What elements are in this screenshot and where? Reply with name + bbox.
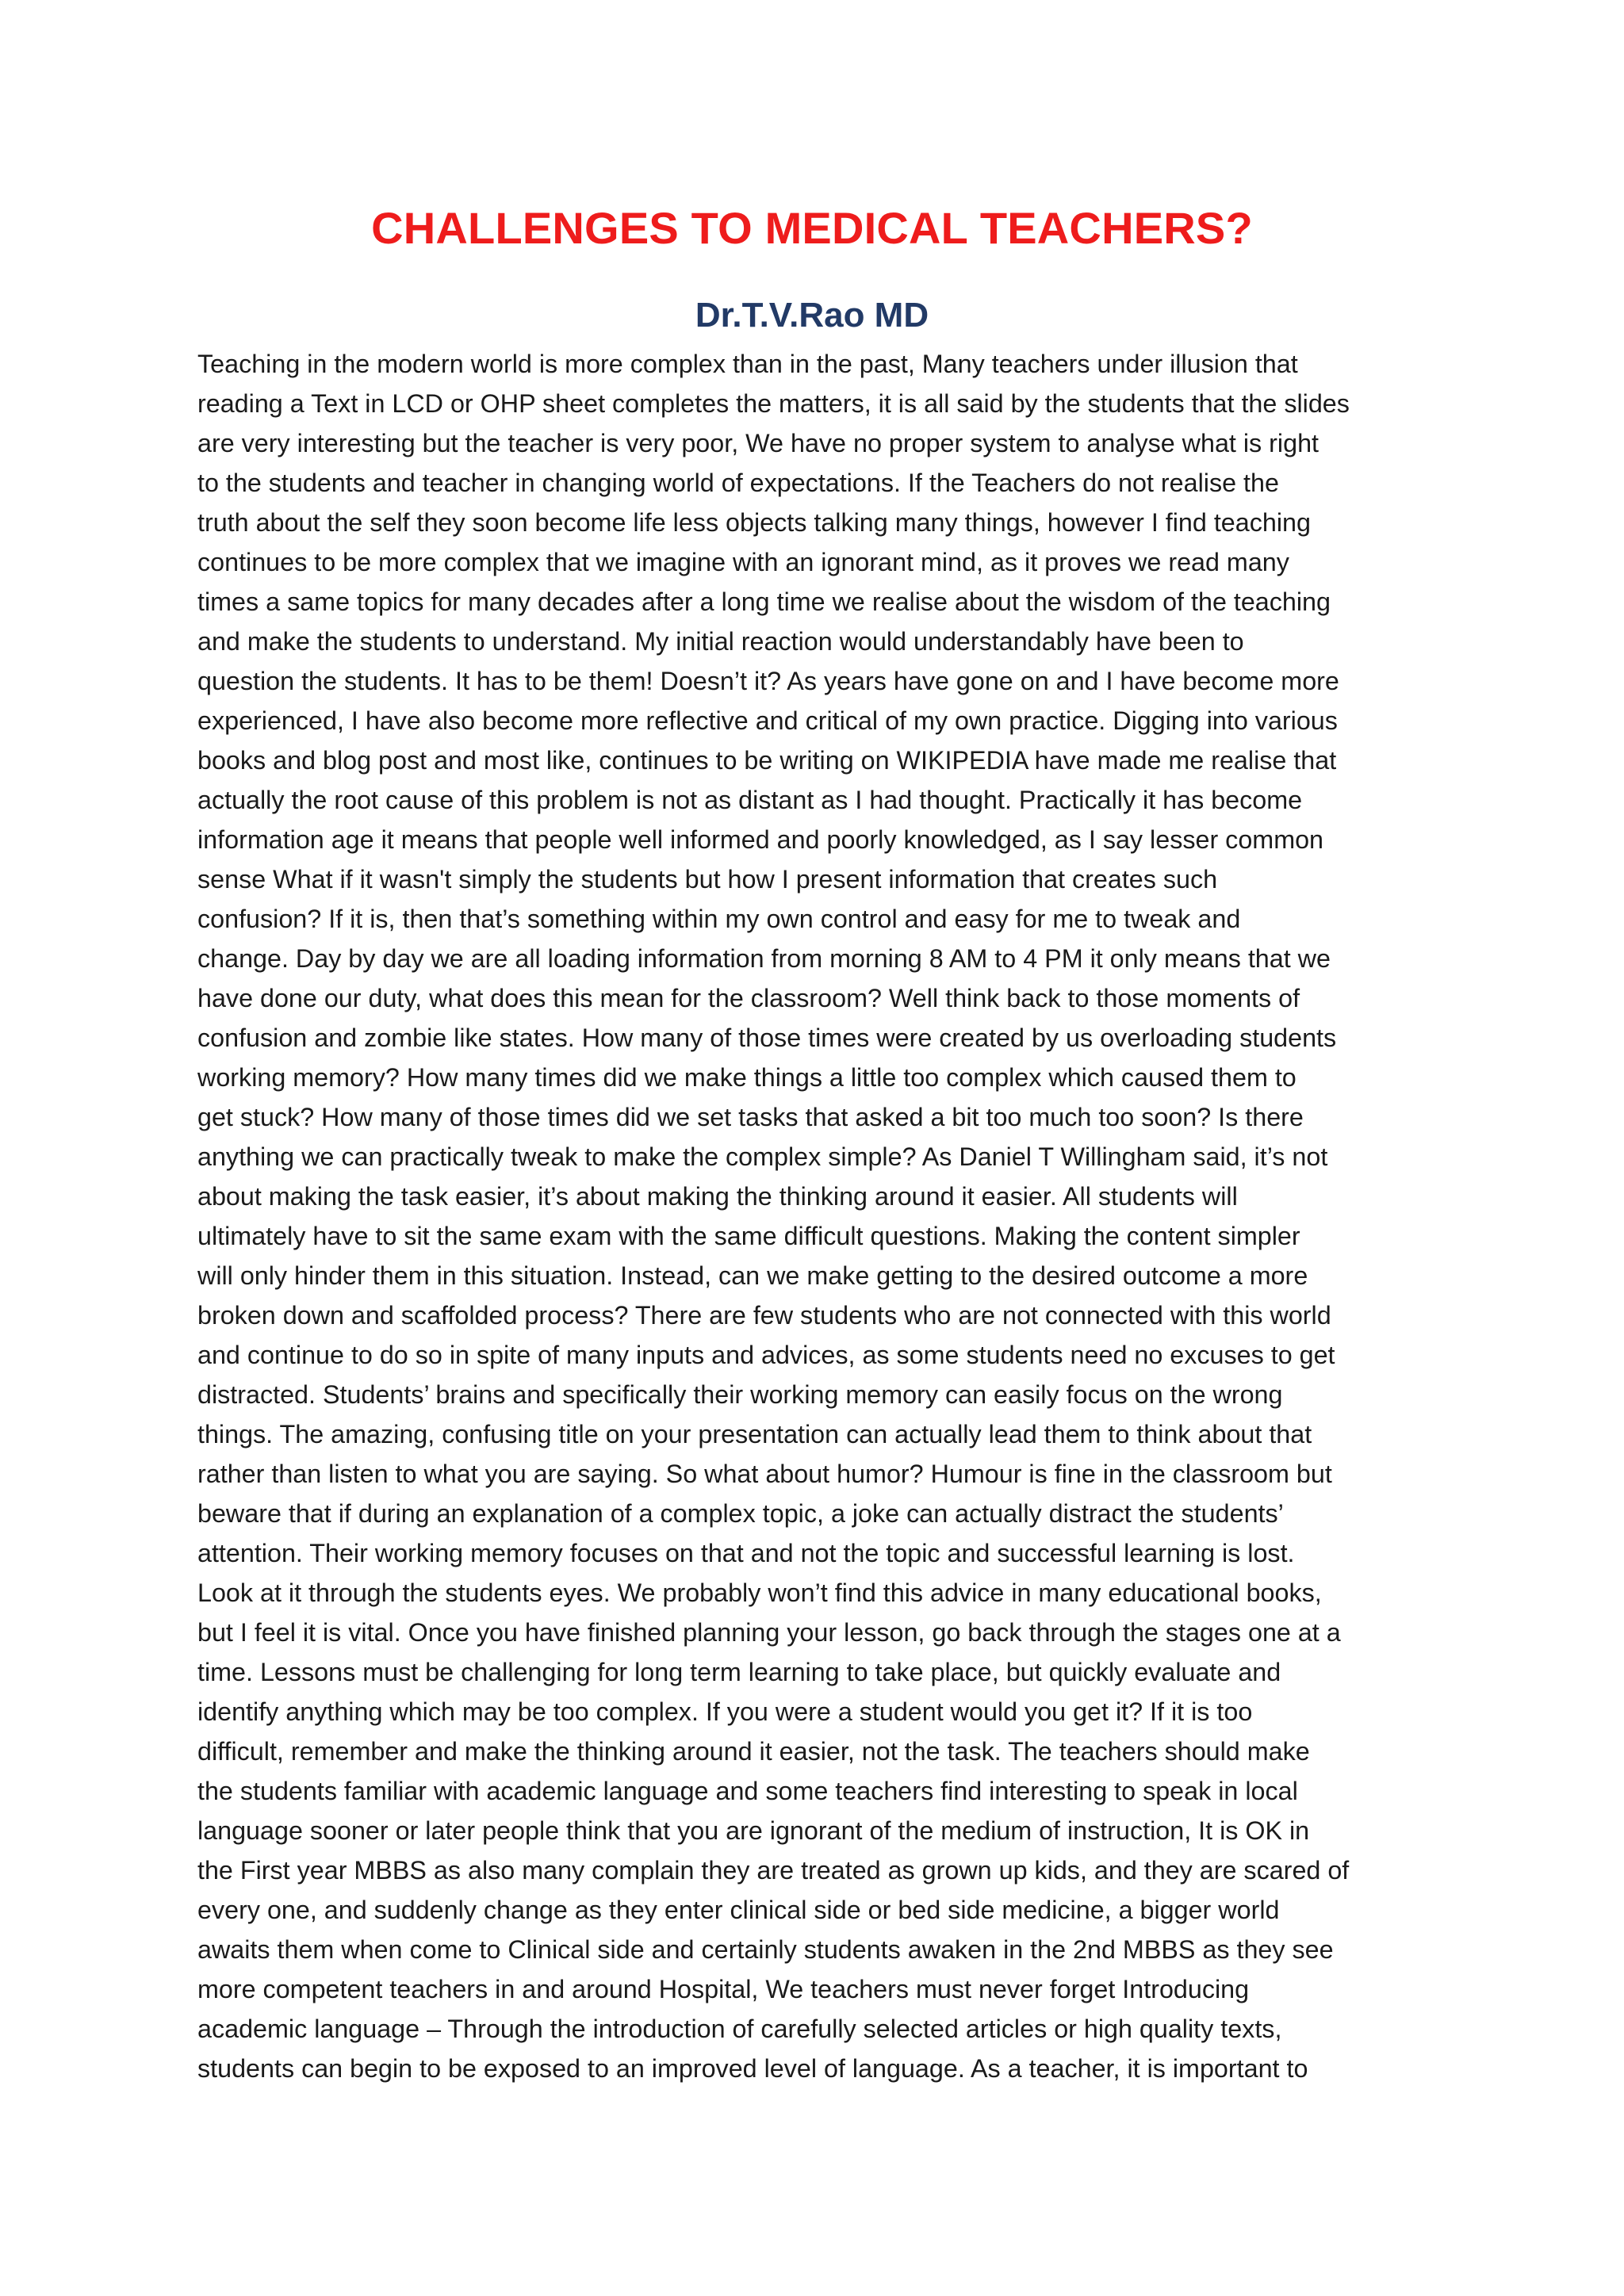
body-line: to the students and teacher in changing world of expectations. If the Teachers do not realise the	[197, 469, 1279, 497]
body-line: rather than listen to what you are saying. So what about humor? Humour is fine in the classroom but	[197, 1460, 1332, 1488]
body-line: the First year MBBS as also many complain they are treated as grown up kids, and they are scared of	[197, 1856, 1350, 1885]
body-line: beware that if during an explanation of a complex topic, a joke can actually distract the students’	[197, 1499, 1284, 1528]
body-line: awaits them when come to Clinical side and certainly students awaken in the 2nd MBBS as they see	[197, 1935, 1334, 1964]
body-line: more competent teachers in and around Hospital, We teachers must never forget Introducing	[197, 1975, 1250, 2003]
body-line: question the students. It has to be them! Doesn’t it? As years have gone on and I have become more	[197, 667, 1339, 695]
body-line: truth about the self they soon become life less objects talking many things, however I find teaching	[197, 508, 1311, 537]
body-line: experienced, I have also become more reflective and critical of my own practice. Digging into various	[197, 706, 1338, 735]
body-line: but I feel it is vital. Once you have finished planning your lesson, go back through the stages one at a	[197, 1618, 1341, 1647]
body-line: difficult, remember and make the thinking around it easier, not the task. The teachers should make	[197, 1737, 1310, 1766]
author-name: Dr.T.V.Rao MD	[695, 296, 929, 335]
body-line: broken down and scaffolded process? There are few students who are not connected with this world	[197, 1301, 1331, 1330]
body-line: continues to be more complex that we imagine with an ignorant mind, as it proves we read many	[197, 548, 1289, 576]
body-line: information age it means that people well informed and poorly knowledged, as I say lesser common	[197, 825, 1324, 854]
body-line: times a same topics for many decades after a long time we realise about the wisdom of the teaching	[197, 587, 1331, 616]
body-line: Teaching in the modern world is more complex than in the past, Many teachers under illusion that	[197, 350, 1298, 378]
body-line: the students familiar with academic language and some teachers find interesting to speak in local	[197, 1777, 1298, 1805]
body-line: every one, and suddenly change as they enter clinical side or bed side medicine, a bigger world	[197, 1896, 1280, 1924]
body-line: about making the task easier, it’s about making the thinking around it easier. All students will	[197, 1182, 1238, 1211]
body-line: students can begin to be exposed to an improved level of language. As a teacher, it is important to	[197, 2054, 1308, 2083]
body-line: change. Day by day we are all loading information from morning 8 AM to 4 PM it only means that we	[197, 944, 1331, 973]
body-line: reading a Text in LCD or OHP sheet completes the matters, it is all said by the students that the slides	[197, 389, 1350, 418]
body-line: things. The amazing, confusing title on your presentation can actually lead them to think about that	[197, 1420, 1312, 1448]
document-title: CHALLENGES TO MEDICAL TEACHERS?	[371, 203, 1253, 253]
body-line: language sooner or later people think that you are ignorant of the medium of instruction, It is OK in	[197, 1816, 1310, 1845]
body-line: time. Lessons must be challenging for long term learning to take place, but quickly evaluate and	[197, 1658, 1281, 1686]
body-line: distracted. Students’ brains and specifically their working memory can easily focus on the wrong	[197, 1380, 1283, 1409]
body-line: ultimately have to sit the same exam with the same difficult questions. Making the content simpler	[197, 1222, 1300, 1250]
body-line: have done our duty, what does this mean for the classroom? Well think back to those moments of	[197, 984, 1300, 1012]
body-line: get stuck? How many of those times did we set tasks that asked a bit too much too soon? Is there	[197, 1103, 1304, 1131]
body-line: confusion? If it is, then that’s something within my own control and easy for me to tweak and	[197, 905, 1241, 933]
body-line: sense What if it wasn't simply the students but how I present information that creates such	[197, 865, 1218, 894]
body-line: academic language – Through the introduction of carefully selected articles or high quality texts,	[197, 2015, 1282, 2043]
body-line: actually the root cause of this problem is not as distant as I had thought. Practically it has become	[197, 786, 1303, 814]
body-line: and make the students to understand. My initial reaction would understandably have been to	[197, 627, 1244, 656]
body-line: attention. Their working memory focuses on that and not the topic and successful learning is lost.	[197, 1539, 1295, 1567]
body-line: Look at it through the students eyes. We probably won’t find this advice in many educational books,	[197, 1578, 1322, 1607]
body-line: confusion and zombie like states. How many of those times were created by us overloading students	[197, 1024, 1337, 1052]
body-line: working memory? How many times did we make things a little too complex which caused them to	[197, 1063, 1297, 1092]
body-line: identify anything which may be too complex. If you were a student would you get it? If it is too	[197, 1697, 1253, 1726]
body-line: and continue to do so in spite of many inputs and advices, as some students need no excuses to get	[197, 1341, 1335, 1369]
body-line: will only hinder them in this situation. Instead, can we make getting to the desired outcome a more	[197, 1261, 1308, 1290]
body-paragraph	[197, 344, 1444, 2088]
body-line: are very interesting but the teacher is very poor, We have no proper system to analyse what is right	[197, 429, 1319, 457]
body-line: books and blog post and most like, continues to be writing on WIKIPEDIA have made me realise that	[197, 746, 1337, 775]
body-line: anything we can practically tweak to make the complex simple? As Daniel T Willingham said, it’s not	[197, 1142, 1328, 1171]
